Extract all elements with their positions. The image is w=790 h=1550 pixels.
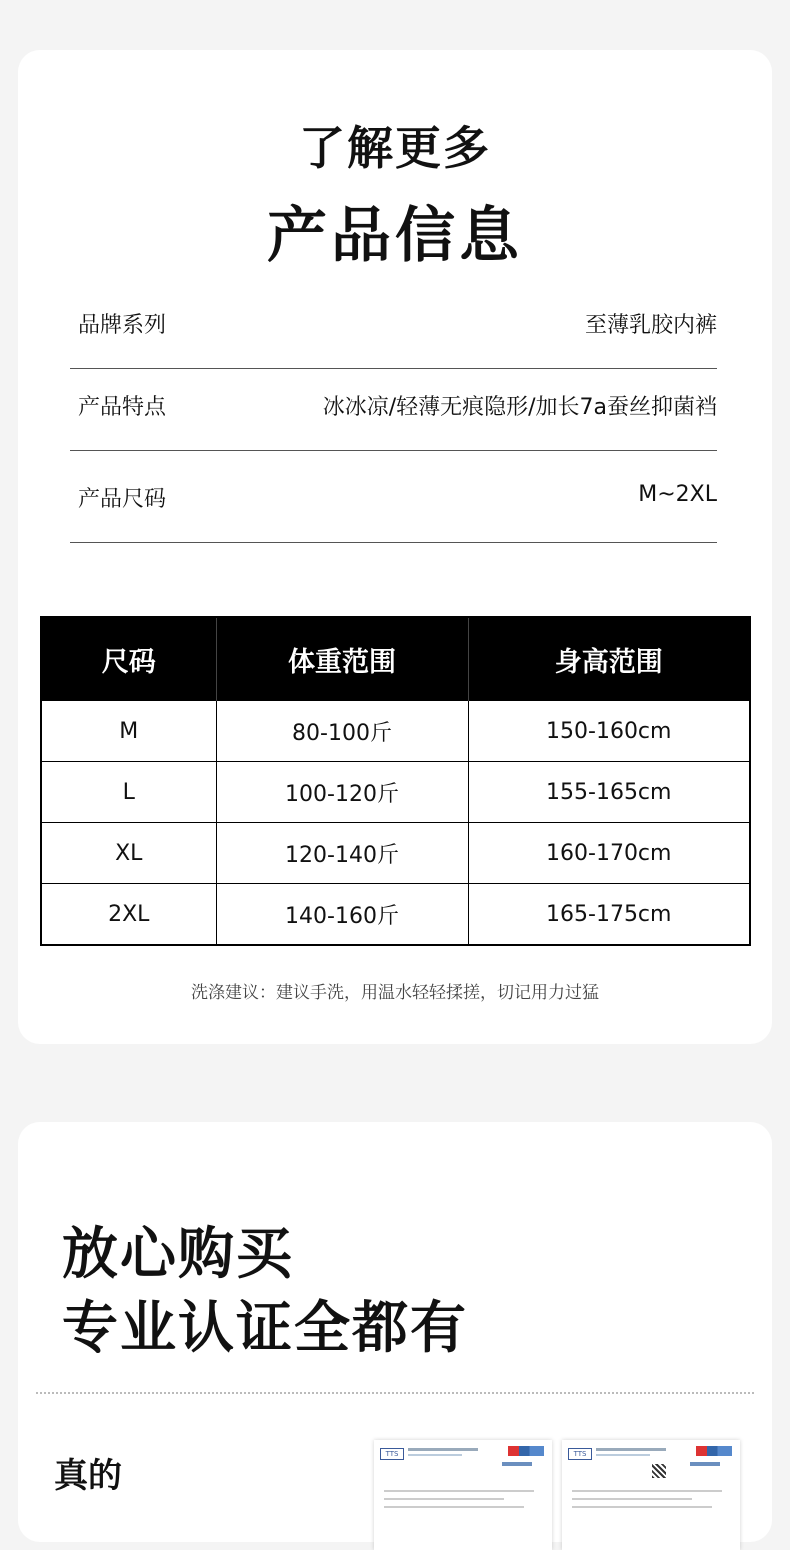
table-row	[41, 884, 750, 946]
cell-size: M	[41, 701, 216, 762]
certificate-image[interactable]	[562, 1440, 740, 1550]
header-size: 尺码	[41, 617, 216, 701]
cert-badge-icon	[508, 1446, 544, 1456]
table-row	[41, 762, 750, 823]
cell-weight: 100-120斤	[216, 762, 468, 823]
size-table	[40, 616, 751, 946]
certification-card	[18, 1122, 772, 1542]
table-row	[41, 823, 750, 884]
heading-learn-more: 了解更多	[299, 121, 491, 175]
info-key: 产品尺码	[78, 487, 167, 512]
cert-title-line1: 放心购买	[62, 1222, 294, 1287]
table-row	[41, 701, 750, 762]
cert-label: 真的	[54, 1456, 122, 1496]
heading-product-info: 产品信息	[267, 201, 523, 271]
cell-weight: 80-100斤	[216, 701, 468, 762]
header-weight: 体重范围	[216, 617, 468, 701]
cell-height: 155-165cm	[468, 762, 750, 823]
info-key: 产品特点	[78, 395, 167, 420]
info-value: M~2XL	[638, 482, 717, 507]
size-table-header	[41, 617, 750, 701]
info-row-brand	[70, 308, 717, 369]
cert-title-line2: 专业认证全都有	[62, 1296, 468, 1361]
tts-logo: TTS	[568, 1448, 592, 1460]
tts-logo: TTS	[380, 1448, 404, 1460]
info-row-features	[70, 390, 717, 451]
cell-height: 150-160cm	[468, 701, 750, 762]
header-height: 身高范围	[468, 617, 750, 701]
qr-code-icon	[652, 1464, 666, 1478]
cell-height: 160-170cm	[468, 823, 750, 884]
cell-size: L	[41, 762, 216, 823]
info-row-sizes	[70, 482, 717, 543]
cell-weight: 140-160斤	[216, 884, 468, 946]
info-value: 至薄乳胶内裤	[584, 313, 717, 338]
product-info-card	[18, 50, 772, 1044]
cert-badge-icon	[696, 1446, 732, 1456]
wash-note: 洗涤建议：建议手洗，用温水轻轻揉搓，切记用力过猛	[191, 983, 599, 1003]
info-key: 品牌系列	[78, 313, 167, 338]
dotted-divider	[36, 1392, 754, 1394]
info-value: 冰冰凉/轻薄无痕隐形/加长7a蚕丝抑菌裆	[322, 395, 717, 420]
cell-size: 2XL	[41, 884, 216, 946]
cell-height: 165-175cm	[468, 884, 750, 946]
cell-weight: 120-140斤	[216, 823, 468, 884]
cell-size: XL	[41, 823, 216, 884]
certificate-image[interactable]	[374, 1440, 552, 1550]
